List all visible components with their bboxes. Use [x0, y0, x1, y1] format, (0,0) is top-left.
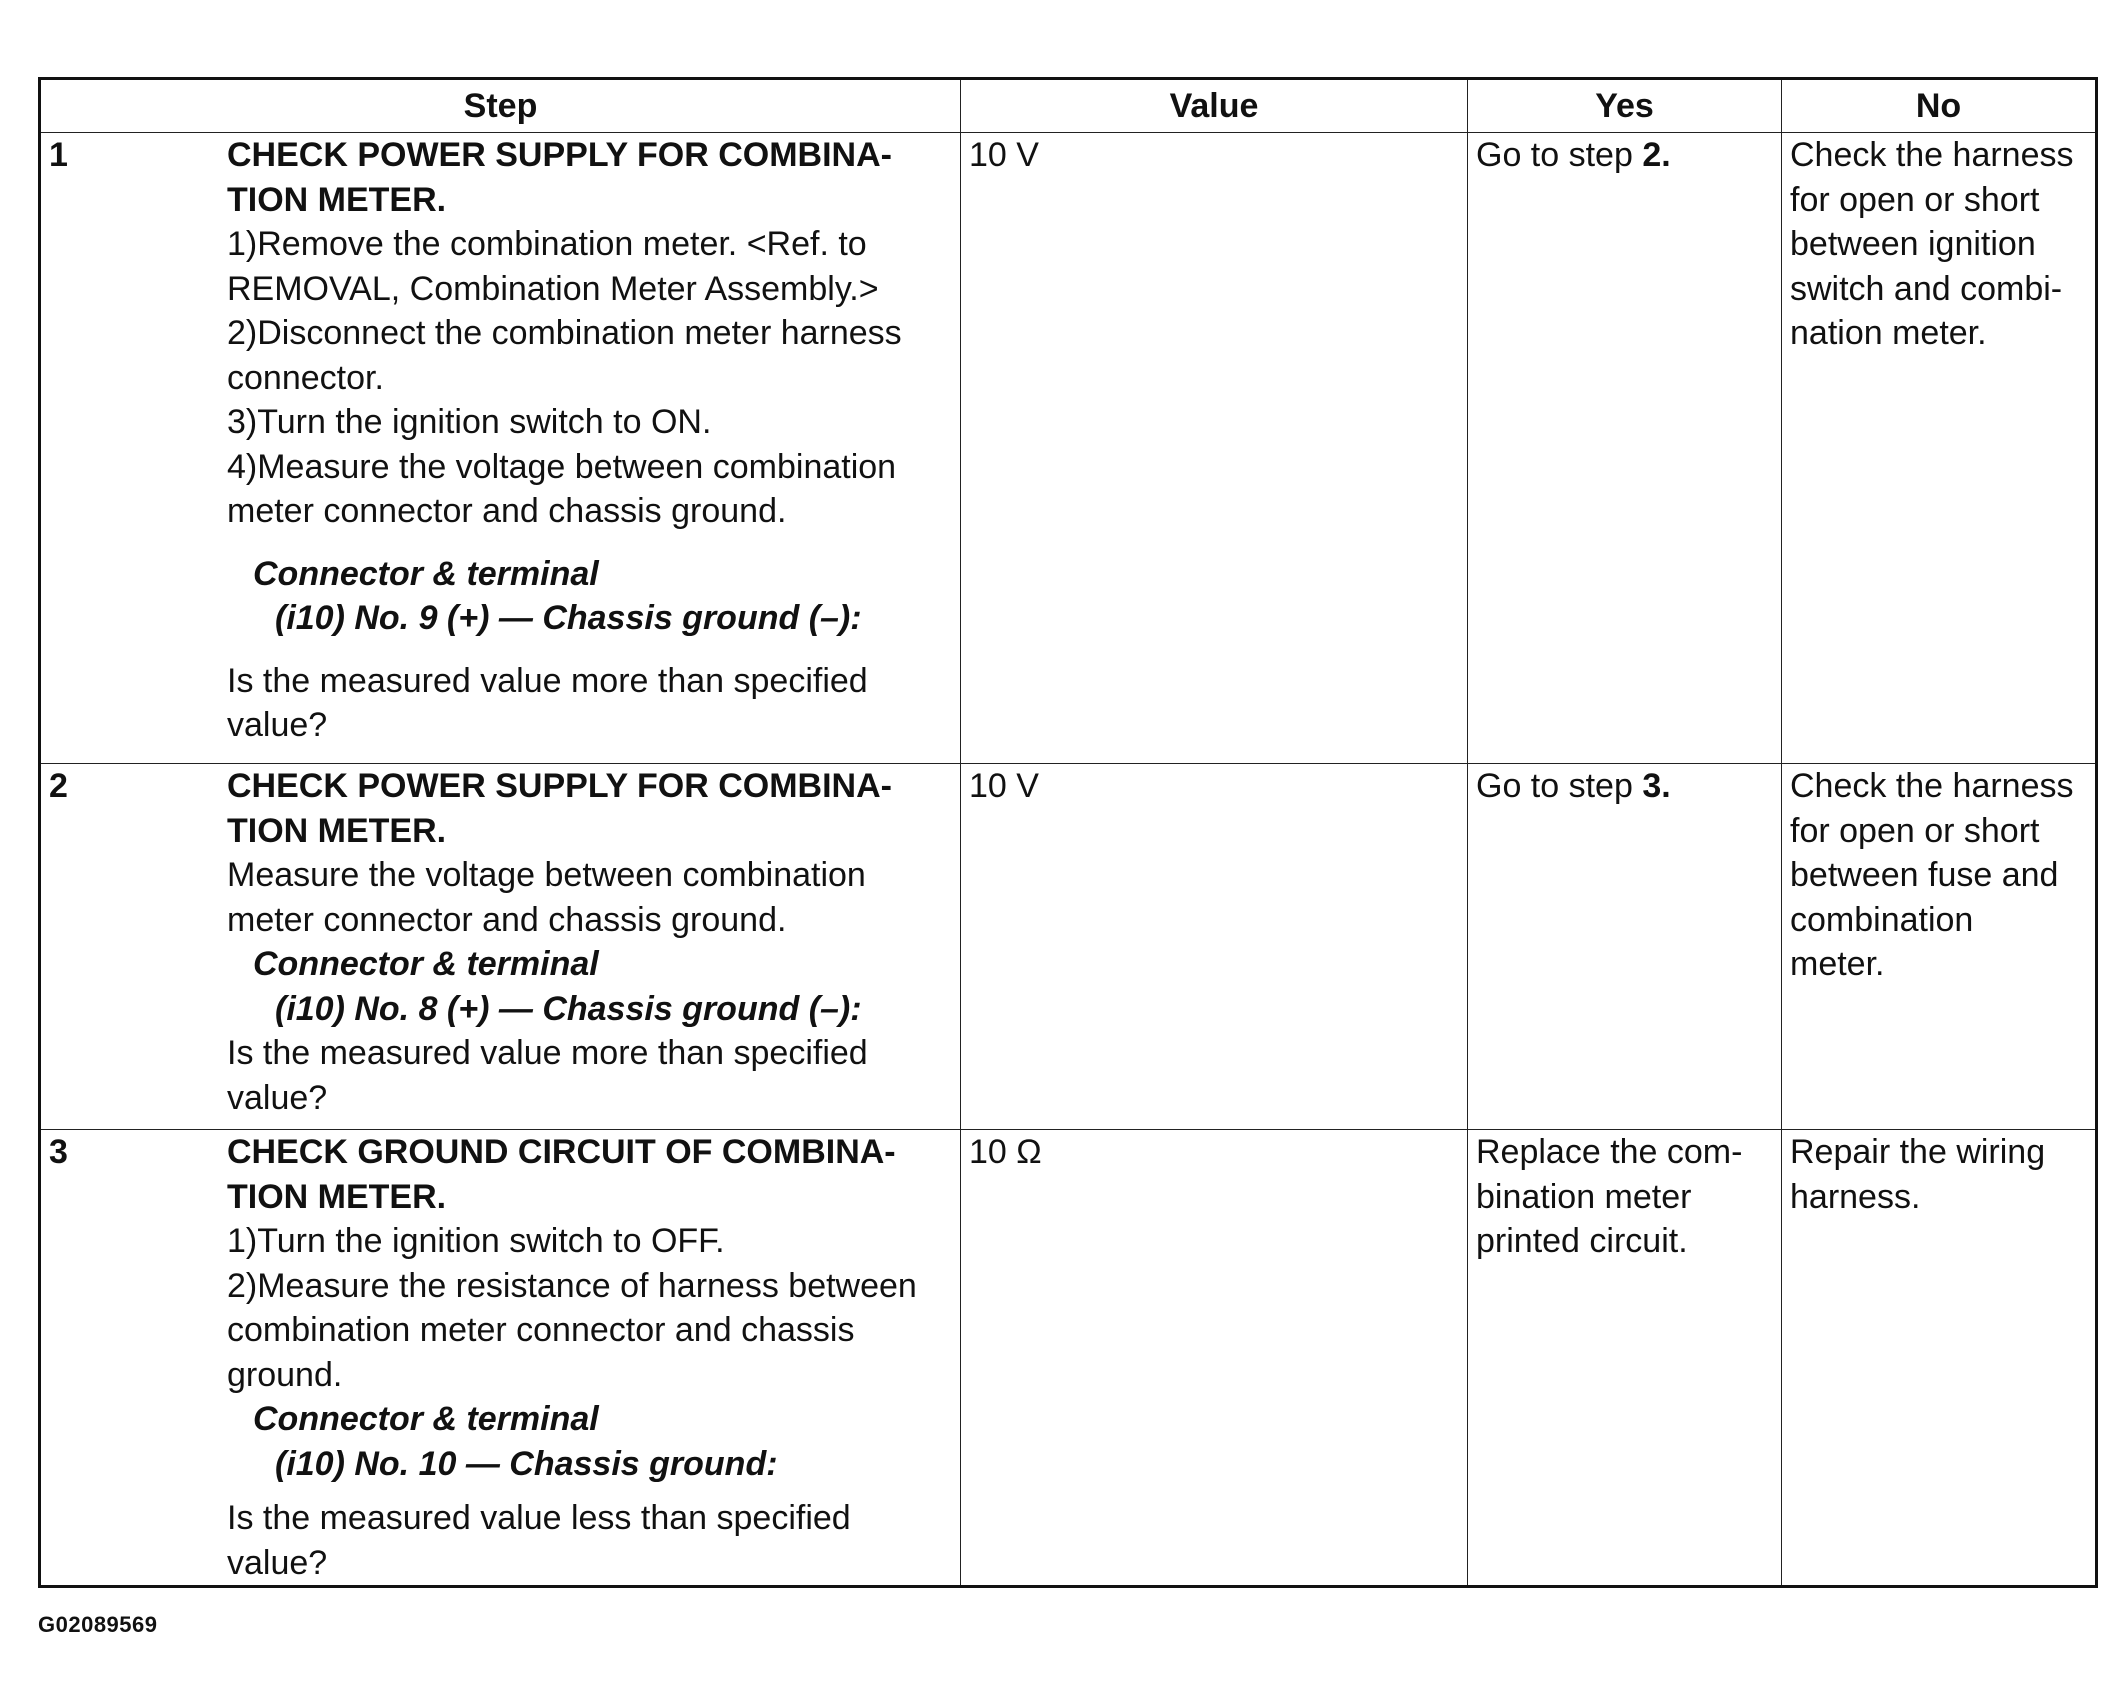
- value-cell: 10 Ω: [961, 1130, 1468, 1587]
- no-cell: [1782, 133, 2097, 764]
- no-line: for open or short: [1790, 180, 2040, 219]
- header-no: No: [1782, 79, 2097, 133]
- no-line: Check the harness: [1790, 136, 2074, 174]
- header-row: [40, 79, 2097, 133]
- connector-terminal-label: Connector & terminal: [253, 945, 599, 983]
- step-title-line: TION METER.: [227, 811, 447, 850]
- step-number: 3: [49, 1133, 68, 1171]
- instruction-line: meter connector and chassis ground.: [227, 900, 787, 939]
- no-line: combination: [1790, 900, 1974, 939]
- question-line: Is the measured value more than specified: [227, 661, 868, 700]
- question-line: value?: [227, 706, 328, 744]
- step-title-line: CHECK POWER SUPPLY FOR COMBINA-: [227, 136, 892, 174]
- no-line: Repair the wiring: [1790, 1133, 2046, 1171]
- step-cell: [40, 764, 961, 1130]
- step-title-line: TION METER.: [227, 180, 447, 219]
- yes-step-ref: 2.: [1642, 136, 1671, 174]
- yes-step-ref: 3.: [1642, 767, 1671, 805]
- no-cell: [1782, 1130, 2097, 1587]
- step-title-line: CHECK POWER SUPPLY FOR COMBINA-: [227, 767, 892, 805]
- yes-line: bination meter: [1476, 1177, 1692, 1216]
- instruction-line: 2)Disconnect the combination meter harness: [227, 314, 902, 352]
- yes-text: Go to step: [1476, 767, 1643, 805]
- no-line: harness.: [1790, 1177, 1921, 1216]
- instruction-line: 3)Turn the ignition switch to ON.: [227, 403, 712, 441]
- no-line: switch and combi-: [1790, 269, 2063, 308]
- instruction-line: meter connector and chassis ground.: [227, 492, 787, 530]
- step-instructions: [227, 222, 954, 534]
- no-line: nation meter.: [1790, 314, 1987, 352]
- no-line: between fuse and: [1790, 856, 2059, 894]
- instruction-line: Measure the voltage between combination: [227, 856, 866, 894]
- yes-cell: [1468, 1130, 1782, 1587]
- figure-id: G02089569: [38, 1612, 158, 1637]
- step-cell: [40, 133, 961, 764]
- instruction-line: connector.: [227, 358, 384, 397]
- yes-cell: [1468, 764, 1782, 1130]
- question-line: value?: [227, 1543, 328, 1582]
- instruction-line: 2)Measure the resistance of harness between: [227, 1266, 917, 1305]
- instruction-line: 4)Measure the voltage between combination: [227, 447, 897, 486]
- connector-terminal-value: (i10) No. 10 — Chassis ground:: [275, 1444, 778, 1483]
- connector-terminal-value: (i10) No. 8 (+) — Chassis ground (–):: [275, 989, 862, 1028]
- step-title-line: CHECK GROUND CIRCUIT OF COMBINA-: [227, 1133, 896, 1171]
- no-line: meter.: [1790, 945, 1885, 983]
- connector-terminal-value: (i10) No. 9 (+) — Chassis ground (–):: [275, 599, 862, 637]
- step-title: [227, 133, 954, 222]
- step-cell: [40, 1130, 961, 1587]
- step-question: [227, 1031, 954, 1120]
- no-line: Check the harness: [1790, 767, 2074, 805]
- step-number: 2: [49, 767, 68, 805]
- diagnostic-table: [38, 77, 2098, 1588]
- no-line: for open or short: [1790, 811, 2040, 850]
- yes-line: printed circuit.: [1476, 1222, 1688, 1260]
- yes-text: Go to step: [1476, 136, 1643, 174]
- yes-line: Replace the com-: [1476, 1133, 1743, 1171]
- step-number: 1: [49, 136, 68, 174]
- yes-cell: [1468, 133, 1782, 764]
- question-line: Is the measured value more than specified: [227, 1034, 868, 1072]
- connector-terminal-label: Connector & terminal: [253, 554, 599, 593]
- step-question: [227, 659, 954, 748]
- instruction-line: 1)Remove the combination meter. <Ref. to: [227, 225, 867, 263]
- connector-terminal-label: Connector & terminal: [253, 1400, 599, 1438]
- value-cell: 10 V: [961, 764, 1468, 1130]
- step-title-line: TION METER.: [227, 1177, 447, 1216]
- header-value: Value: [961, 79, 1468, 133]
- value-cell: 10 V: [961, 133, 1468, 764]
- step-title: [227, 1130, 954, 1219]
- no-cell: [1782, 764, 2097, 1130]
- step-instructions: [227, 853, 954, 942]
- header-step: Step: [40, 79, 961, 133]
- table-row: [40, 133, 2097, 764]
- instruction-line: REMOVAL, Combination Meter Assembly.>: [227, 269, 879, 308]
- header-yes: Yes: [1468, 79, 1782, 133]
- step-title: [227, 764, 954, 853]
- no-line: between ignition: [1790, 225, 2036, 263]
- instruction-line: 1)Turn the ignition switch to OFF.: [227, 1222, 725, 1260]
- step-question: [227, 1496, 954, 1585]
- question-line: Is the measured value less than specified: [227, 1499, 851, 1537]
- instruction-line: combination meter connector and chassis: [227, 1311, 855, 1349]
- step-instructions: [227, 1219, 954, 1397]
- instruction-line: ground.: [227, 1355, 343, 1394]
- table-row: [40, 1130, 2097, 1587]
- table-row: [40, 764, 2097, 1130]
- question-line: value?: [227, 1078, 328, 1117]
